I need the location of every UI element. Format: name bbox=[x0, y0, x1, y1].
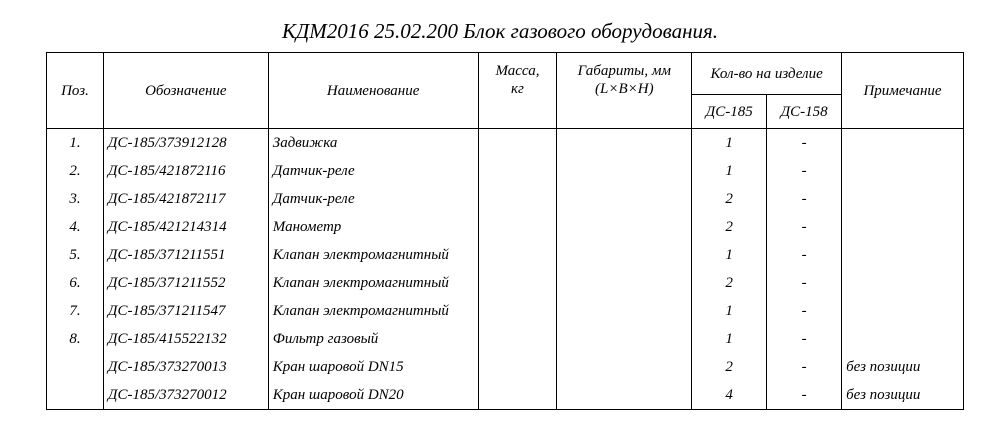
cell-pos: 8. bbox=[47, 325, 104, 353]
cell-qty-ds185: 2 bbox=[692, 185, 767, 213]
cell-designation: ДС-185/421214314 bbox=[103, 213, 268, 241]
cell-designation: ДС-185/373270013 bbox=[103, 353, 268, 381]
cell-name: Клапан электромагнитный bbox=[268, 297, 478, 325]
cell-note bbox=[842, 129, 964, 158]
cell-qty-ds185: 1 bbox=[692, 157, 767, 185]
cell-mass bbox=[478, 381, 557, 410]
cell-mass bbox=[478, 297, 557, 325]
cell-dimensions bbox=[557, 269, 692, 297]
cell-qty-ds158: - bbox=[767, 381, 842, 410]
cell-qty-ds158: - bbox=[767, 129, 842, 158]
header-note: Примечание bbox=[842, 53, 964, 129]
cell-qty-ds158: - bbox=[767, 353, 842, 381]
cell-qty-ds158: - bbox=[767, 241, 842, 269]
table-row bbox=[47, 213, 964, 241]
cell-pos: 5. bbox=[47, 241, 104, 269]
cell-mass bbox=[478, 213, 557, 241]
cell-designation: ДС-185/421872116 bbox=[103, 157, 268, 185]
table-row bbox=[47, 157, 964, 185]
cell-mass bbox=[478, 157, 557, 185]
cell-pos: 4. bbox=[47, 213, 104, 241]
cell-qty-ds185: 1 bbox=[692, 325, 767, 353]
cell-qty-ds158: - bbox=[767, 185, 842, 213]
cell-note bbox=[842, 185, 964, 213]
cell-note bbox=[842, 213, 964, 241]
cell-qty-ds185: 1 bbox=[692, 297, 767, 325]
cell-qty-ds185: 1 bbox=[692, 241, 767, 269]
header-dimensions-line2: (L×B×H) bbox=[595, 81, 654, 97]
header-name: Наименование bbox=[268, 53, 478, 129]
cell-name: Кран шаровой DN20 bbox=[268, 381, 478, 410]
cell-name: Датчик-реле bbox=[268, 185, 478, 213]
cell-qty-ds185: 2 bbox=[692, 269, 767, 297]
header-designation: Обозначение bbox=[103, 53, 268, 129]
cell-note bbox=[842, 157, 964, 185]
table-row bbox=[47, 353, 964, 381]
cell-name: Клапан электромагнитный bbox=[268, 241, 478, 269]
header-qty-ds185: ДС-185 bbox=[692, 95, 767, 129]
cell-mass bbox=[478, 241, 557, 269]
cell-qty-ds158: - bbox=[767, 297, 842, 325]
cell-designation: ДС-185/371211547 bbox=[103, 297, 268, 325]
header-pos: Поз. bbox=[47, 53, 104, 129]
cell-note bbox=[842, 269, 964, 297]
cell-pos: 6. bbox=[47, 269, 104, 297]
header-dimensions bbox=[557, 53, 692, 129]
cell-qty-ds158: - bbox=[767, 213, 842, 241]
cell-note bbox=[842, 325, 964, 353]
document-title: КДМ2016 25.02.200 Блок газового оборудования. bbox=[281, 19, 719, 43]
cell-designation: ДС-185/373912128 bbox=[103, 129, 268, 158]
cell-mass bbox=[478, 185, 557, 213]
specification-table bbox=[46, 52, 964, 410]
header-dimensions-line1: Габариты, мм bbox=[577, 63, 671, 79]
cell-dimensions bbox=[557, 241, 692, 269]
cell-note: без позиции bbox=[842, 381, 964, 410]
cell-dimensions bbox=[557, 185, 692, 213]
cell-mass bbox=[478, 353, 557, 381]
cell-name: Клапан электромагнитный bbox=[268, 269, 478, 297]
cell-dimensions bbox=[557, 157, 692, 185]
cell-note bbox=[842, 241, 964, 269]
cell-pos bbox=[47, 353, 104, 381]
table-row bbox=[47, 241, 964, 269]
cell-qty-ds185: 2 bbox=[692, 213, 767, 241]
cell-designation: ДС-185/371211551 bbox=[103, 241, 268, 269]
header-mass-line1: Масса, bbox=[495, 63, 540, 79]
cell-dimensions bbox=[557, 353, 692, 381]
cell-name: Кран шаровой DN15 bbox=[268, 353, 478, 381]
header-quantity: Кол-во на изделие bbox=[692, 53, 842, 95]
cell-pos bbox=[47, 381, 104, 410]
cell-designation: ДС-185/421872117 bbox=[103, 185, 268, 213]
cell-pos: 2. bbox=[47, 157, 104, 185]
cell-qty-ds185: 4 bbox=[692, 381, 767, 410]
cell-pos: 3. bbox=[47, 185, 104, 213]
cell-designation: ДС-185/415522132 bbox=[103, 325, 268, 353]
table-row bbox=[47, 185, 964, 213]
cell-qty-ds158: - bbox=[767, 269, 842, 297]
cell-qty-ds158: - bbox=[767, 157, 842, 185]
cell-dimensions bbox=[557, 297, 692, 325]
table-row bbox=[47, 269, 964, 297]
table-row bbox=[47, 129, 964, 158]
cell-mass bbox=[478, 129, 557, 158]
table-row bbox=[47, 325, 964, 353]
cell-pos: 1. bbox=[47, 129, 104, 158]
cell-name: Манометр bbox=[268, 213, 478, 241]
cell-dimensions bbox=[557, 213, 692, 241]
table-row bbox=[47, 297, 964, 325]
cell-dimensions bbox=[557, 129, 692, 158]
cell-dimensions bbox=[557, 381, 692, 410]
cell-name: Датчик-реле bbox=[268, 157, 478, 185]
cell-dimensions bbox=[557, 325, 692, 353]
cell-note: без позиции bbox=[842, 353, 964, 381]
header-qty-ds158: ДС-158 bbox=[767, 95, 842, 129]
cell-pos: 7. bbox=[47, 297, 104, 325]
table-row bbox=[47, 381, 964, 410]
cell-qty-ds185: 2 bbox=[692, 353, 767, 381]
cell-mass bbox=[478, 269, 557, 297]
cell-name: Фильтр газовый bbox=[268, 325, 478, 353]
cell-note bbox=[842, 297, 964, 325]
table-body bbox=[47, 129, 964, 410]
cell-name: Задвижка bbox=[268, 129, 478, 158]
cell-designation: ДС-185/371211552 bbox=[103, 269, 268, 297]
cell-mass bbox=[478, 325, 557, 353]
cell-qty-ds185: 1 bbox=[692, 129, 767, 158]
header-mass-line2: кг bbox=[511, 81, 524, 97]
header-mass bbox=[478, 53, 557, 129]
cell-designation: ДС-185/373270012 bbox=[103, 381, 268, 410]
cell-qty-ds158: - bbox=[767, 325, 842, 353]
